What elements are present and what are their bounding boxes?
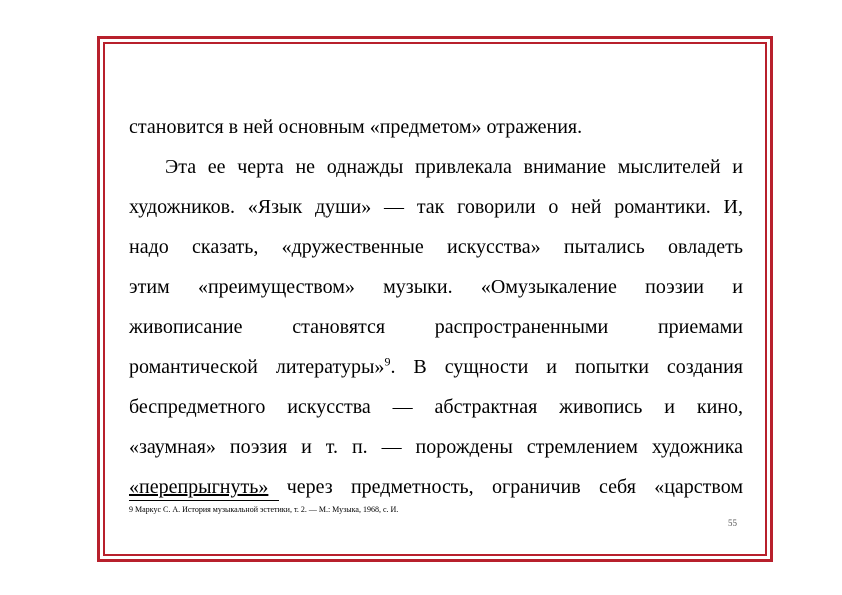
text-segment: романтической литературы»	[129, 356, 385, 378]
underlined-word: «перепрыгнуть»	[129, 476, 269, 498]
text-line: надо сказать, «дружественные искусства» пытались овладеть	[129, 236, 743, 258]
text-line-with-footnote	[129, 347, 743, 387]
text-line: «заумная» поэзия и т. п. — порождены стремлением художника	[129, 436, 743, 458]
text-line: этим «преимуществом» музыки. «Омузыкаление поэзии и	[129, 276, 743, 298]
page-number: 55	[728, 518, 737, 528]
text-segment: . В сущности и попытки создания	[390, 356, 744, 378]
body-text	[129, 107, 743, 507]
text-line: живописание становятся распространенными приемами	[129, 316, 743, 338]
text-line: становится в ней основным «предметом» отражения.	[129, 116, 583, 138]
text-segment: через предметность, ограничив себя «царством	[268, 476, 743, 498]
footnote-reference[interactable]: 9	[384, 354, 391, 369]
text-line: Эта ее черта не однажды привлекала внимание мыслителей и	[165, 156, 743, 178]
text-line: художников. «Язык души» — так говорили о ней романтики. И,	[129, 196, 743, 218]
footnote: 9 Маркус С. А. История музыкальной эстетики, т. 2. — М.: Музыка, 1968, с. И.	[129, 505, 399, 514]
footnote-separator	[129, 500, 279, 501]
text-line: беспредметного искусства — абстрактная живопись и кино,	[129, 396, 743, 418]
text-line	[129, 467, 743, 507]
